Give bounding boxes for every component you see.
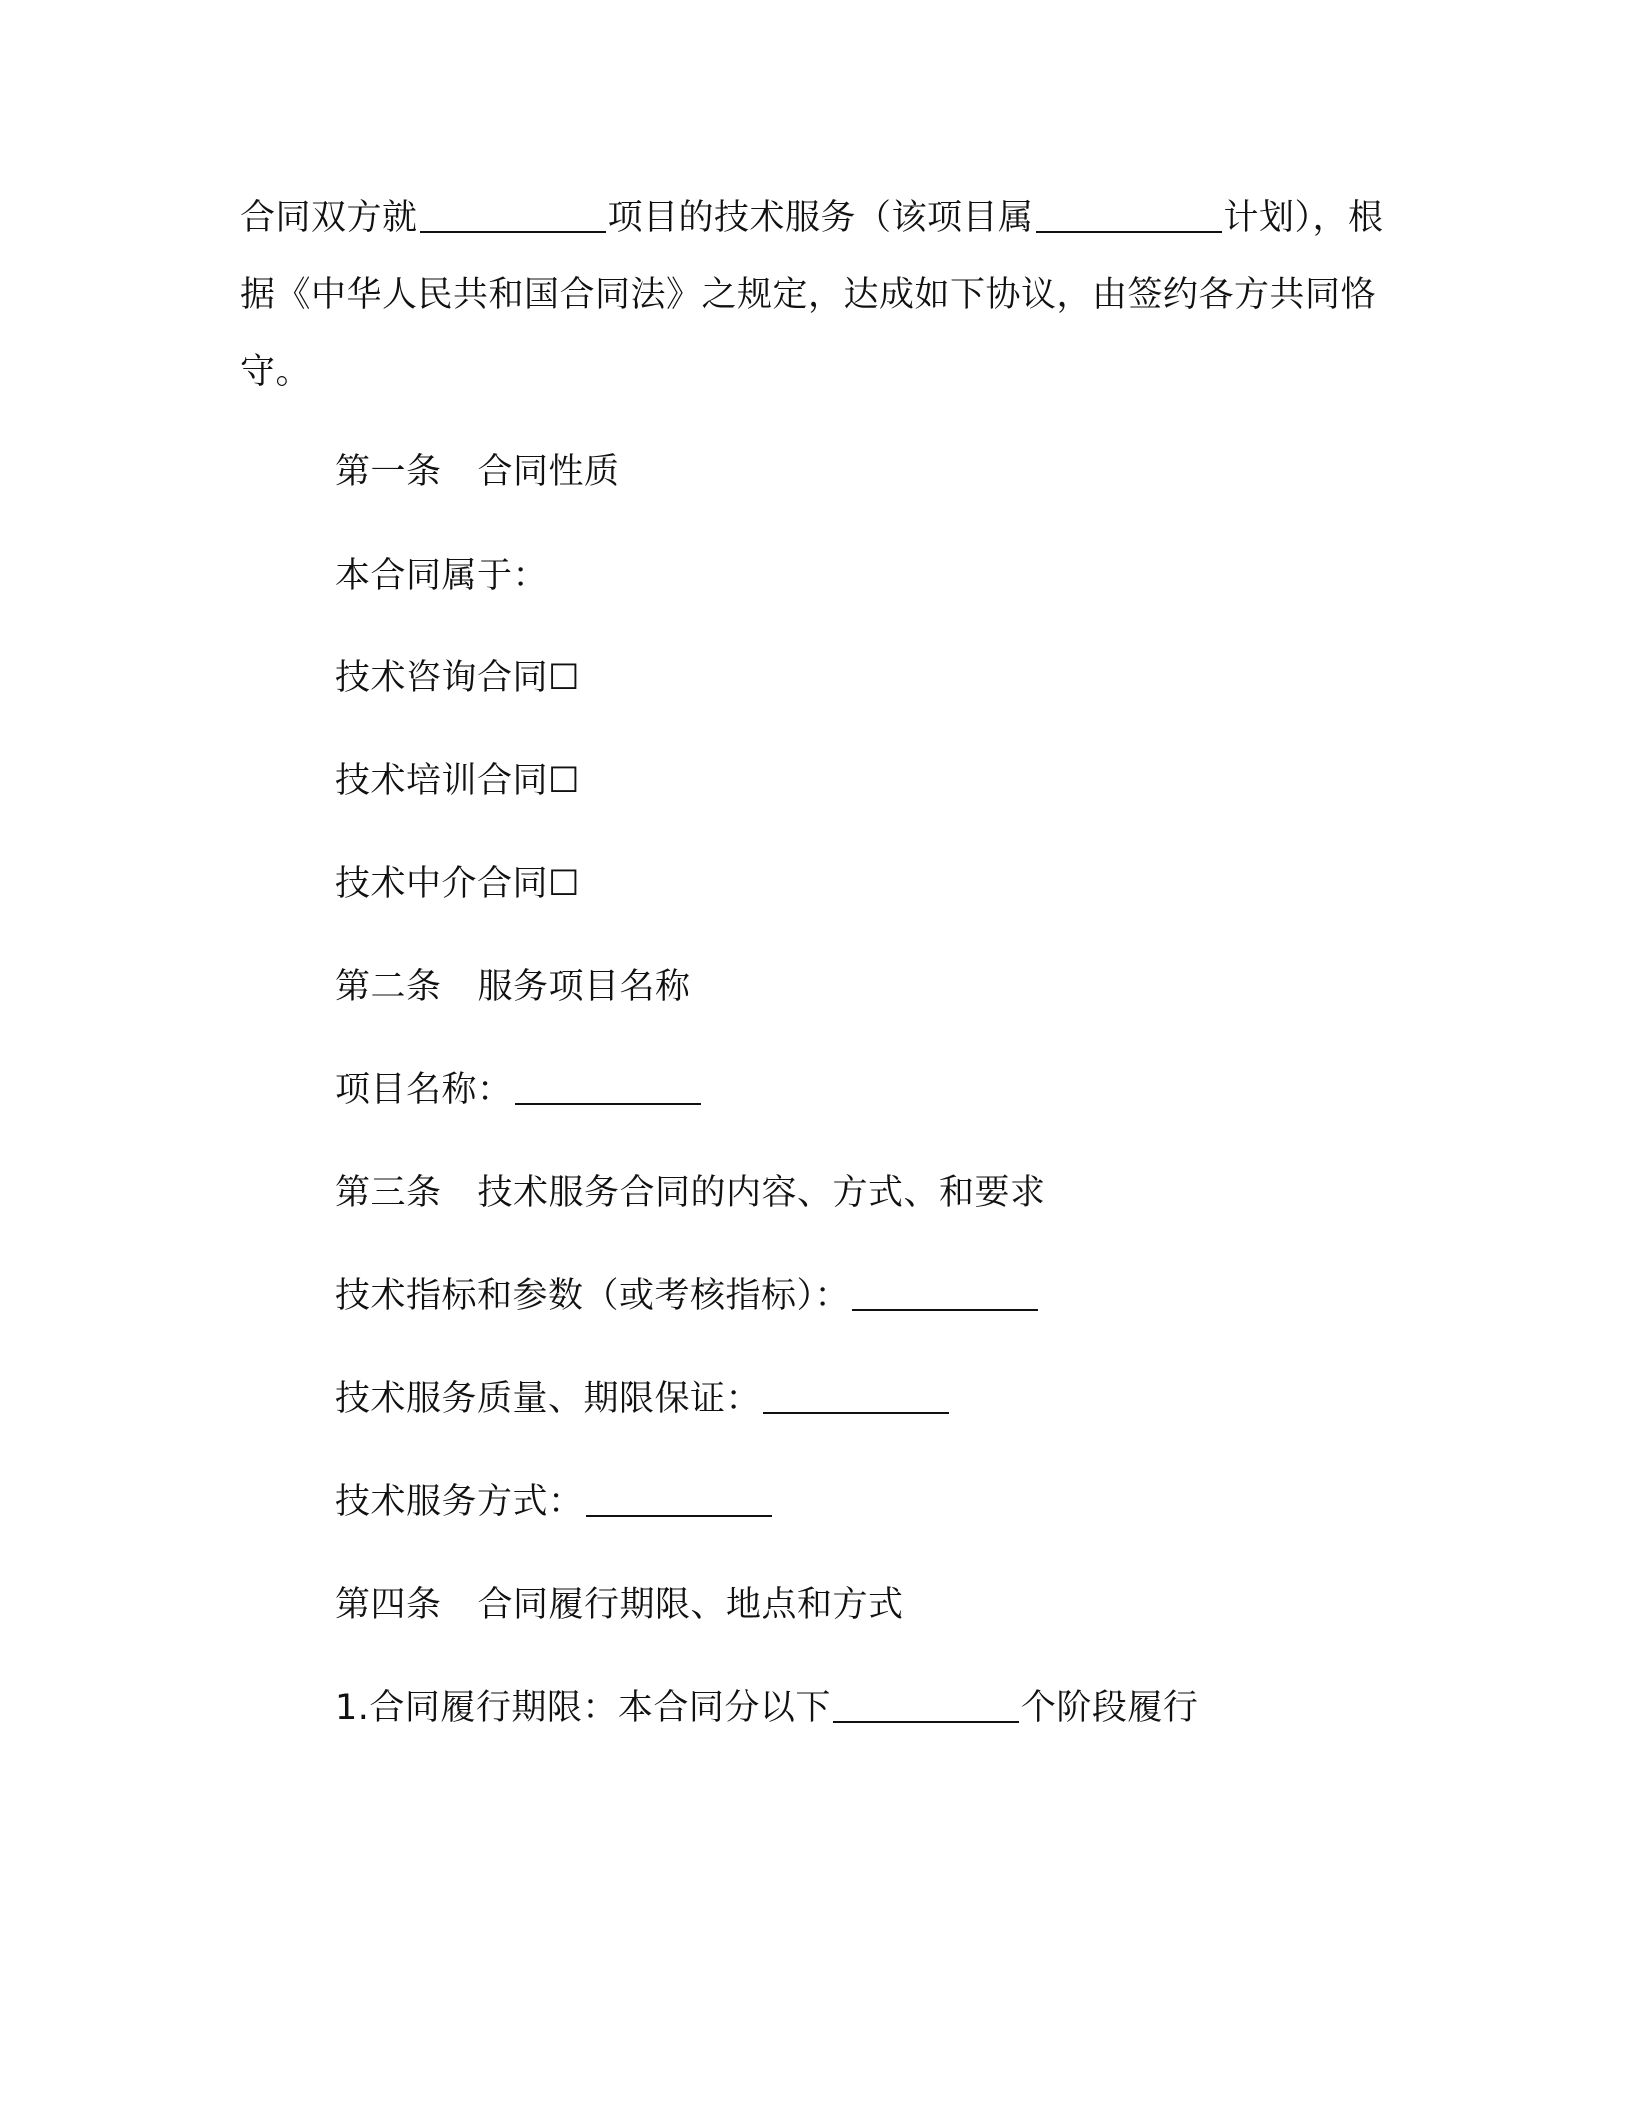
service-method-label: 技术服务方式：: [335, 1482, 584, 1522]
option-technical-consulting: [335, 653, 580, 703]
intro-text-1: 合同双方就: [240, 198, 418, 238]
option-label: 技术培训合同: [335, 761, 549, 801]
article-3-heading: [335, 1168, 1046, 1218]
service-method-blank[interactable]: [586, 1485, 772, 1517]
stage-count-blank[interactable]: [833, 1691, 1019, 1723]
project-name-label: 项目名称：: [335, 1070, 513, 1110]
option-technical-intermediary: [335, 859, 580, 909]
article-4-heading: [335, 1580, 904, 1630]
project-name-line: [335, 1065, 703, 1115]
checkbox-icon[interactable]: ☐: [548, 658, 580, 698]
article-1-heading: [335, 447, 620, 497]
technical-indicators-label: 技术指标和参数（或考核指标）：: [335, 1276, 851, 1316]
plan-blank[interactable]: [1036, 201, 1222, 233]
option-label: 技术咨询合同: [335, 658, 549, 698]
article-2-heading: [335, 962, 691, 1012]
article-2-number: 第二条: [335, 967, 442, 1007]
article-3-title: 技术服务合同的内容、方式、和要求: [477, 1173, 1046, 1213]
service-quality-line: [335, 1374, 951, 1424]
checkbox-icon[interactable]: ☐: [548, 761, 580, 801]
performance-period-suffix: 个阶段履行: [1020, 1688, 1199, 1728]
article-4-title: 合同履行期限、地点和方式: [477, 1585, 904, 1625]
article-2-title: 服务项目名称: [477, 967, 691, 1007]
intro-text-2: 项目的技术服务（该项目属: [607, 198, 1034, 238]
project-blank[interactable]: [420, 201, 606, 233]
intro-paragraph: [240, 180, 1400, 411]
service-quality-blank[interactable]: [763, 1382, 949, 1414]
option-label: 技术中介合同: [335, 864, 549, 904]
article-1-lead: 本合同属于：: [335, 556, 549, 596]
option-technical-training: [335, 756, 580, 806]
project-name-blank[interactable]: [515, 1073, 701, 1105]
article-1-title: 合同性质: [477, 452, 620, 492]
service-method-line: [335, 1477, 774, 1527]
intro-text-3: 计划），根据《中华人民共和国合同法》之规定，达成如下协议，由签约各方共同恪守。: [240, 198, 1384, 392]
performance-period-prefix: 1.合同履行期限：本合同分以下: [335, 1688, 831, 1728]
technical-indicators-blank[interactable]: [852, 1279, 1038, 1311]
article-1-number: 第一条: [335, 452, 442, 492]
article-4-number: 第四条: [335, 1585, 442, 1625]
technical-indicators-line: [335, 1271, 1040, 1321]
article-3-number: 第三条: [335, 1173, 442, 1213]
performance-period-line: [335, 1683, 1198, 1733]
checkbox-icon[interactable]: ☐: [548, 864, 580, 904]
service-quality-label: 技术服务质量、期限保证：: [335, 1379, 762, 1419]
